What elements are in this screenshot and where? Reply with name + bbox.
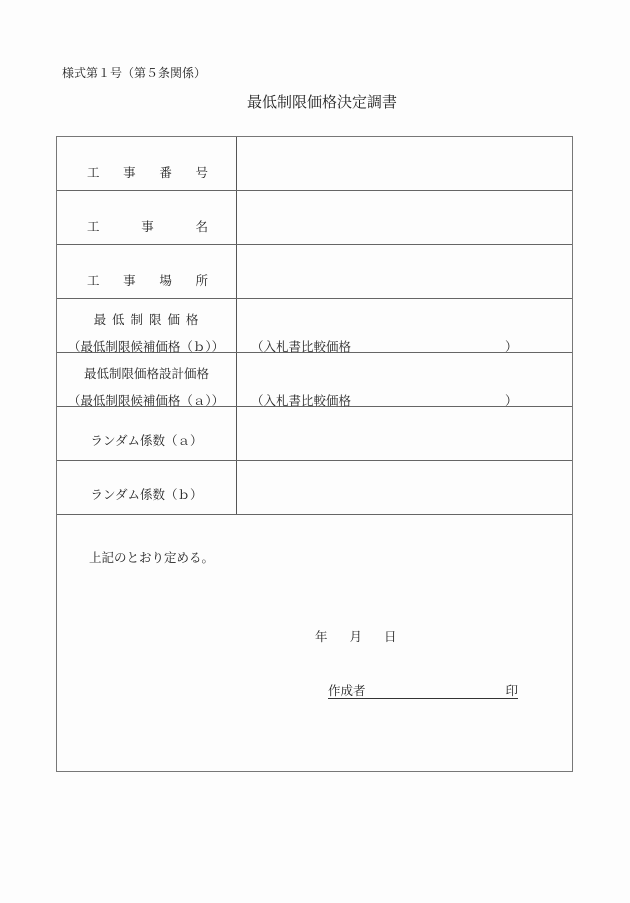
decision-statement: 上記のとおり定める。 xyxy=(89,550,215,565)
label-char: 番 xyxy=(159,165,172,180)
label-char: 工 xyxy=(87,219,100,234)
label-construction-number xyxy=(57,137,237,190)
construction-location-field[interactable] xyxy=(237,245,572,298)
label-char: 場 xyxy=(159,273,172,288)
row-construction-number xyxy=(57,137,572,191)
seal-label: 印 xyxy=(505,683,518,698)
row-construction-location xyxy=(57,245,572,299)
label-construction-location xyxy=(57,245,237,298)
month-label: 月 xyxy=(349,629,363,644)
construction-number-field[interactable] xyxy=(237,137,572,190)
bid-comparison-suffix: ） xyxy=(505,393,518,408)
row-minimum-design-price xyxy=(57,353,572,407)
label-line-2: （最低制限候補価格（ａ）） xyxy=(67,393,225,408)
date-line[interactable] xyxy=(315,627,397,645)
label-random-coefficient-a xyxy=(57,407,237,460)
label-char: 工 xyxy=(87,165,100,180)
label-line-2: （最低制限候補価格（ｂ）） xyxy=(67,339,225,354)
label-line-1: 最 低 制 限 価 格 xyxy=(93,312,200,327)
decision-area xyxy=(57,515,572,771)
label-text: ランダム係数（ａ） xyxy=(90,433,203,448)
minimum-design-price-field[interactable] xyxy=(237,353,572,406)
row-construction-name xyxy=(57,191,572,245)
author-label: 作成者 xyxy=(328,683,366,698)
label-text: ランダム係数（ｂ） xyxy=(90,487,203,502)
row-minimum-price xyxy=(57,299,572,353)
decision-form-table xyxy=(56,136,573,772)
random-coefficient-a-field[interactable] xyxy=(237,407,572,460)
row-random-coefficient-b xyxy=(57,461,572,515)
construction-name-field[interactable] xyxy=(237,191,572,244)
bid-comparison-prefix: （入札書比較価格 xyxy=(251,339,352,354)
label-char: 号 xyxy=(195,165,208,180)
document-title: 最低制限価格決定調書 xyxy=(246,93,397,111)
label-line-1: 最低制限価格設計価格 xyxy=(83,366,209,381)
bid-comparison-suffix: ） xyxy=(505,339,518,354)
row-random-coefficient-a xyxy=(57,407,572,461)
label-char: 所 xyxy=(195,273,208,288)
minimum-price-field[interactable] xyxy=(237,299,572,352)
label-char: 事 xyxy=(123,165,136,180)
label-minimum-price xyxy=(57,299,237,352)
random-coefficient-b-field[interactable] xyxy=(237,461,572,514)
label-char: 事 xyxy=(123,273,136,288)
author-signature-line[interactable] xyxy=(328,681,518,699)
label-minimum-design-price xyxy=(57,353,237,406)
label-char: 工 xyxy=(87,273,100,288)
bid-comparison-prefix: （入札書比較価格 xyxy=(251,393,352,408)
label-random-coefficient-b xyxy=(57,461,237,514)
label-char: 事 xyxy=(141,219,154,234)
label-char: 名 xyxy=(195,219,208,234)
form-number: 様式第１号（第５条関係） xyxy=(62,66,207,80)
year-label: 年 xyxy=(315,629,328,644)
label-construction-name xyxy=(57,191,237,244)
day-label: 日 xyxy=(384,629,397,644)
